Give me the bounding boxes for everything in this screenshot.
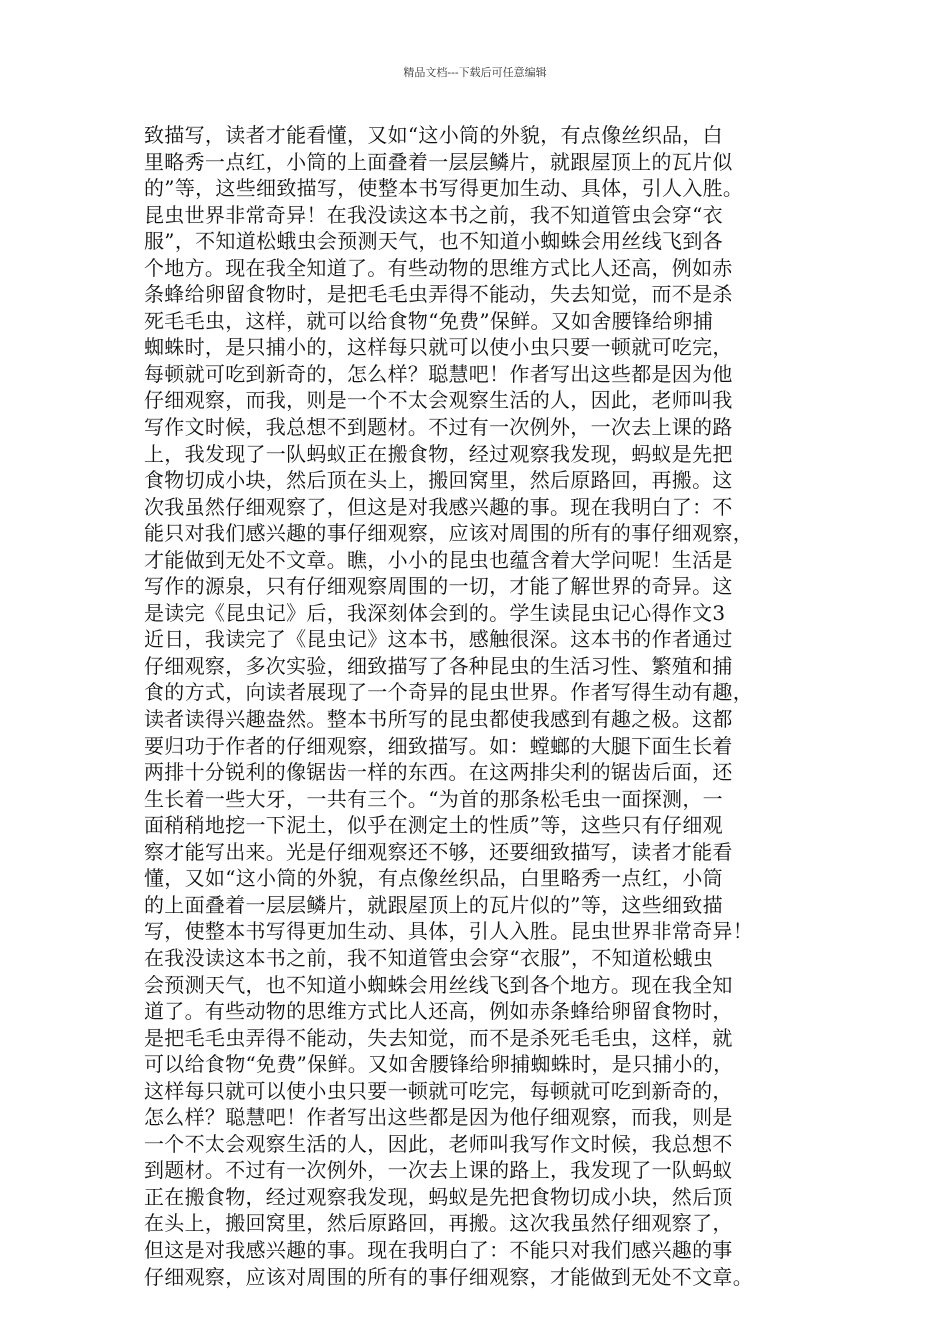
body-text-line: 里略秀一点红，小筒的上面叠着一层层鳞片，就跟屋顶上的瓦片似: [144, 149, 733, 174]
body-text-line: 条蜂给卵留食物时，是把毛毛虫弄得不能动，失去知觉，而不是杀: [144, 282, 733, 307]
page-header: 精品文档---下载后可任意编辑: [403, 66, 547, 79]
body-text-line: 察才能写出来。光是仔细观察还不够，还要细致描写，读者才能看: [144, 839, 733, 864]
body-text-line: 的”等，这些细致描写，使整本书写得更加生动、具体，引人入胜。: [144, 176, 744, 201]
body-text-line: 仔细观察，应该对周围的所有的事仔细观察，才能做到无处不文章。: [144, 1264, 753, 1289]
body-text-line: 写，使整本书写得更加生动、具体，引人入胜。昆虫世界非常奇异！: [144, 919, 753, 944]
body-text-line: 懂，又如“这小筒的外貌，有点像丝织品，白里略秀一点红，小筒: [144, 866, 723, 891]
body-text-line: 才能做到无处不文章。瞧，小小的昆虫也蕴含着大学问呢！生活是: [144, 547, 733, 572]
body-text-line: 这样每只就可以使小虫只要一顿就可吃完，每顿就可吃到新奇的，: [144, 1078, 733, 1103]
body-text-line: 仔细观察，而我，则是一个不太会观察生活的人，因此，老师叫我: [144, 388, 733, 413]
body-text-line: 能只对我们感兴趣的事仔细观察，应该对周围的所有的事仔细观察，: [144, 521, 753, 546]
body-text-line: 在我没读这本书之前，我不知道管虫会穿“衣服”，不知道松蛾虫: [144, 945, 714, 970]
body-text-line: 怎么样？聪慧吧！作者写出这些都是因为他仔细观察，而我，则是: [144, 1105, 733, 1130]
body-text-line: 到题材。不过有一次例外，一次去上课的路上，我发现了一队蚂蚁: [144, 1158, 733, 1183]
body-text-line: 但这是对我感兴趣的事。现在我明白了：不能只对我们感兴趣的事: [144, 1237, 733, 1262]
body-text-line: 会预测天气，也不知道小蜘蛛会用丝线飞到各个地方。现在我全知: [144, 972, 733, 997]
body-text-line: 近日，我读完了《昆虫记》这本书，感触很深。这本书的作者通过: [144, 627, 733, 652]
body-text-line: 可以给食物“免费”保鲜。又如舍腰锋给卵捕蜘蛛时，是只捕小的，: [144, 1052, 734, 1077]
body-text-line: 生长着一些大牙，一共有三个。“为首的那条松毛虫一面探测，一: [144, 786, 723, 811]
body-text-line: 个地方。现在我全知道了。有些动物的思维方式比人还高，例如赤: [144, 255, 733, 280]
body-text-line: 蜘蛛时，是只捕小的，这样每只就可以使小虫只要一顿就可吃完，: [144, 335, 733, 360]
body-text-line: 一个不太会观察生活的人，因此，老师叫我写作文时候，我总想不: [144, 1131, 733, 1156]
body-text-line: 的上面叠着一层层鳞片，就跟屋顶上的瓦片似的”等，这些细致描: [144, 892, 723, 917]
body-text-line: 两排十分锐利的像锯齿一样的东西。在这两排尖利的锯齿后面，还: [144, 760, 733, 785]
body-text-line: 写作文时候，我总想不到题材。不过有一次例外，一次去上课的路: [144, 415, 733, 440]
body-text-line: 是读完《昆虫记》后，我深刻体会到的。学生读昆虫记心得作文3: [144, 600, 726, 625]
document-body: [144, 122, 824, 1290]
body-text-line: 是把毛毛虫弄得不能动，失去知觉，而不是杀死毛毛虫，这样，就: [144, 1025, 733, 1050]
body-text-line: 要归功于作者的仔细观察，细致描写。如：螳螂的大腿下面生长着: [144, 733, 733, 758]
body-text-line: 食的方式，向读者展现了一个奇异的昆虫世界。作者写得生动有趣，: [144, 680, 753, 705]
body-text-line: 死毛毛虫，这样，就可以给食物“免费”保鲜。又如舍腰锋给卵捕: [144, 308, 714, 333]
body-text-line: 仔细观察，多次实验，细致描写了各种昆虫的生活习性、繁殖和捕: [144, 653, 733, 678]
body-text-line: 次我虽然仔细观察了，但这是对我感兴趣的事。现在我明白了：不: [144, 494, 733, 519]
body-text-line: 食物切成小块，然后顶在头上，搬回窝里，然后原路回，再搬。这: [144, 468, 733, 493]
body-text-line: 在头上，搬回窝里，然后原路回，再搬。这次我虽然仔细观察了，: [144, 1211, 733, 1236]
body-text-line: 致描写，读者才能看懂，又如“这小筒的外貌，有点像丝织品，白: [144, 123, 723, 147]
body-text-line: 写作的源泉，只有仔细观察周围的一切，才能了解世界的奇异。这: [144, 574, 733, 599]
body-text-line: 每顿就可吃到新奇的，怎么样？聪慧吧！作者写出这些都是因为他: [144, 361, 733, 386]
body-text-line: 读者读得兴趣盎然。整本书所写的昆虫都使我感到有趣之极。这都: [144, 707, 733, 732]
body-text-line: 面稍稍地挖一下泥土，似乎在测定土的性质”等，这些只有仔细观: [144, 813, 723, 838]
body-text-line: 上，我发现了一队蚂蚁正在搬食物，经过观察我发现，蚂蚁是先把: [144, 441, 733, 466]
body-text-line: 服”，不知道松蛾虫会预测天气，也不知道小蜘蛛会用丝线飞到各: [144, 229, 723, 254]
body-text-line: 昆虫世界非常奇异！在我没读这本书之前，我不知道管虫会穿“衣: [144, 202, 723, 227]
body-text-line: 正在搬食物，经过观察我发现，蚂蚁是先把食物切成小块，然后顶: [144, 1184, 733, 1209]
body-text-line: 道了。有些动物的思维方式比人还高，例如赤条蜂给卵留食物时，: [144, 999, 733, 1024]
